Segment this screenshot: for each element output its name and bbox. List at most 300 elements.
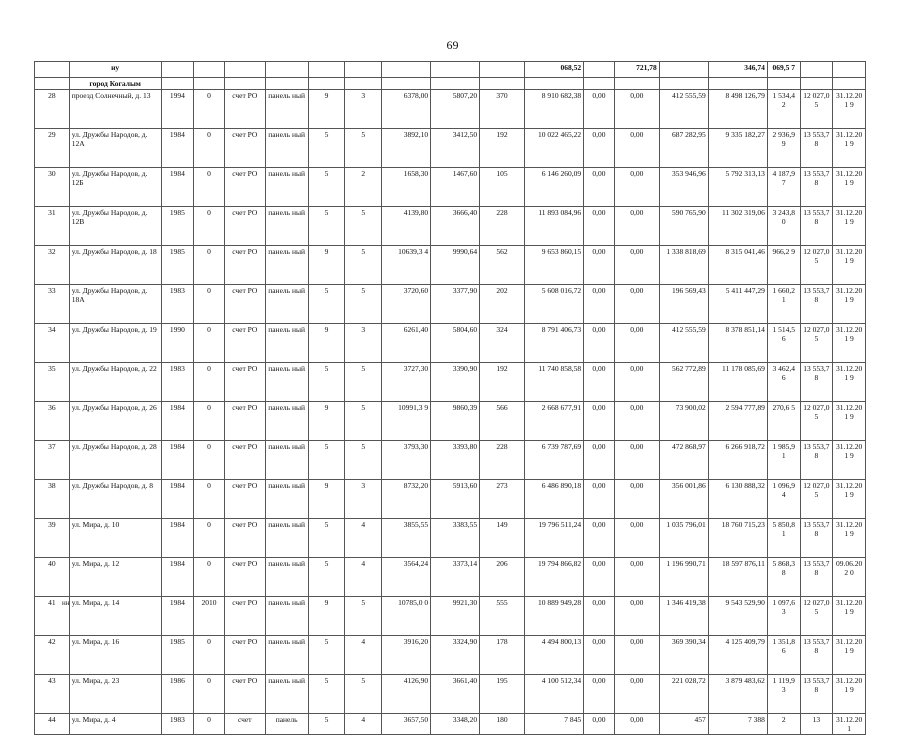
cost-zero-2-cell: 0,00 xyxy=(614,636,659,675)
unit-cost-cell: 1 534,4 2 xyxy=(767,90,800,129)
year-built-cell: 1984 xyxy=(161,129,194,168)
address-cell: ул. Мира, д. 14 xyxy=(69,597,161,636)
floors-cell: 5 xyxy=(308,558,345,597)
floors-cell: 5 xyxy=(308,207,345,246)
wall-material-cell: панель ный xyxy=(265,597,308,636)
wall-material-cell: панель ный xyxy=(265,441,308,480)
funding-source-cell: счет РО xyxy=(224,285,265,324)
cost-zero-2-cell: 0,00 xyxy=(614,441,659,480)
total-area-cell: 4126,90 xyxy=(382,675,431,714)
funding-source-cell: счет РО xyxy=(224,675,265,714)
completion-date-cell: 31.12.201 9 xyxy=(833,636,866,675)
funding-source-cell: счет РО xyxy=(224,168,265,207)
year-renovated-cell: 0 xyxy=(194,324,225,363)
living-area-cell: 9990,64 xyxy=(431,246,480,285)
wall-material-cell: панель ный xyxy=(265,558,308,597)
cost-zero-1-cell: 0,00 xyxy=(584,597,615,636)
year-renovated-cell: 0 xyxy=(194,441,225,480)
completion-date-cell: 31.12.201 9 xyxy=(833,597,866,636)
funds-1-cell: 73 900,02 xyxy=(659,402,708,441)
completion-date-cell: 31.12.201 9 xyxy=(833,168,866,207)
max-unit-cost-cell: 12 027,0 5 xyxy=(800,324,833,363)
total-cost-cell: 19 794 866,82 xyxy=(524,558,583,597)
unit-cost-cell: 1 096,9 4 xyxy=(767,480,800,519)
living-area-cell: 5804,60 xyxy=(431,324,480,363)
year-renovated-cell: 0 xyxy=(194,207,225,246)
entrances-cell: 5 xyxy=(345,129,382,168)
cost-zero-2-cell: 0,00 xyxy=(614,402,659,441)
funding-source-cell: счет РО xyxy=(224,480,265,519)
cost-zero-1-cell: 0,00 xyxy=(584,675,615,714)
living-area-cell: 3393,80 xyxy=(431,441,480,480)
row-number-cell: 37 xyxy=(35,441,70,480)
year-built-cell: 1983 xyxy=(161,714,194,735)
cost-zero-1-cell: 0,00 xyxy=(584,246,615,285)
funding-source-cell: счет РО xyxy=(224,90,265,129)
funding-source-cell: счет РО xyxy=(224,558,265,597)
city-row xyxy=(35,78,866,90)
total-cost-cell: 4 494 800,13 xyxy=(524,636,583,675)
row-number-cell: 29 xyxy=(35,129,70,168)
floors-cell: 5 xyxy=(308,636,345,675)
wall-material-cell: панель ный xyxy=(265,675,308,714)
total-cost-cell: 6 146 260,09 xyxy=(524,168,583,207)
address-cell: ул. Дружбы Народов, д. 22 xyxy=(69,363,161,402)
year-renovated-cell: 0 xyxy=(194,558,225,597)
cost-zero-1-cell: 0,00 xyxy=(584,207,615,246)
completion-date-cell: 31.12.201 9 xyxy=(833,519,866,558)
completion-date-cell: 31.12.201 9 xyxy=(833,207,866,246)
entrances-cell: 4 xyxy=(345,636,382,675)
cost-zero-1-cell: 0,00 xyxy=(584,285,615,324)
year-built-cell: 1990 xyxy=(161,324,194,363)
wall-material-cell: панель ный xyxy=(265,207,308,246)
residents-cell: 178 xyxy=(480,636,525,675)
entrances-cell: 4 xyxy=(345,558,382,597)
table-row xyxy=(35,714,866,735)
year-renovated-cell: 0 xyxy=(194,129,225,168)
table-row xyxy=(35,246,866,285)
year-renovated-cell: 0 xyxy=(194,519,225,558)
year-renovated-cell: 0 xyxy=(194,168,225,207)
residents-cell: 228 xyxy=(480,207,525,246)
max-unit-cost-cell: 13 553,7 8 xyxy=(800,207,833,246)
wall-material-cell: панель ный xyxy=(265,636,308,675)
year-renovated-cell: 0 xyxy=(194,714,225,735)
cost-zero-2-cell: 0,00 xyxy=(614,675,659,714)
row-number-cell: 39 xyxy=(35,519,70,558)
funds-1-cell: 1 346 419,38 xyxy=(659,597,708,636)
total-area-cell: 3720,60 xyxy=(382,285,431,324)
total-cost-cell: 2 668 677,91 xyxy=(524,402,583,441)
floors-cell: 5 xyxy=(308,168,345,207)
funds-2-cell: 8 498 126,79 xyxy=(708,90,767,129)
living-area-cell: 9860,39 xyxy=(431,402,480,441)
funding-source-cell: счет РО xyxy=(224,441,265,480)
floors-cell: 9 xyxy=(308,90,345,129)
wall-material-cell: панель ный xyxy=(265,285,308,324)
cost-zero-1-cell: 0,00 xyxy=(584,324,615,363)
row-number-cell: 32 xyxy=(35,246,70,285)
funds-2-cell: 8 378 851,14 xyxy=(708,324,767,363)
completion-date-cell: 31.12.201 9 xyxy=(833,480,866,519)
max-unit-cost-cell: 12 027,0 5 xyxy=(800,597,833,636)
total-cost-cell: 7 845 xyxy=(524,714,583,735)
year-built-cell: 1984 xyxy=(161,480,194,519)
max-unit-cost-cell: 13 553,7 8 xyxy=(800,636,833,675)
residents-cell: 180 xyxy=(480,714,525,735)
max-unit-cost-cell: 13 553,7 8 xyxy=(800,168,833,207)
wall-material-cell: панель ный xyxy=(265,90,308,129)
completion-date-cell: 31.12.201 9 xyxy=(833,90,866,129)
year-built-cell: 1985 xyxy=(161,636,194,675)
row-number-cell: 33 xyxy=(35,285,70,324)
residents-cell: 206 xyxy=(480,558,525,597)
row-number-cell: 35 xyxy=(35,363,70,402)
cost-zero-1-cell: 0,00 xyxy=(584,129,615,168)
header-cell: 069,5 7 xyxy=(767,62,800,78)
wall-material-cell: панель ный xyxy=(265,519,308,558)
floors-cell: 5 xyxy=(308,519,345,558)
header-cell: 346,74 xyxy=(708,62,767,78)
cost-zero-2-cell: 0,00 xyxy=(614,480,659,519)
cost-zero-2-cell: 0,00 xyxy=(614,714,659,735)
entrances-cell: 5 xyxy=(345,402,382,441)
max-unit-cost-cell: 12 027,0 5 xyxy=(800,480,833,519)
funds-2-cell: 6 130 888,32 xyxy=(708,480,767,519)
year-built-cell: 1985 xyxy=(161,246,194,285)
residents-cell: 149 xyxy=(480,519,525,558)
cost-zero-2-cell: 0,00 xyxy=(614,519,659,558)
address-cell: ул. Дружбы Народов, д. 26 xyxy=(69,402,161,441)
year-built-cell: 1983 xyxy=(161,363,194,402)
completion-date-cell: 31.12.201 9 xyxy=(833,441,866,480)
address-cell: ул. Мира, д. 4 xyxy=(69,714,161,735)
funding-source-cell: счет РО xyxy=(224,129,265,168)
cost-zero-2-cell: 0,00 xyxy=(614,285,659,324)
funds-2-cell: 11 178 085,69 xyxy=(708,363,767,402)
unit-cost-cell: 1 351,8 6 xyxy=(767,636,800,675)
housing-table xyxy=(34,61,866,735)
unit-cost-cell: 5 850,8 1 xyxy=(767,519,800,558)
cost-zero-2-cell: 0,00 xyxy=(614,90,659,129)
floors-cell: 5 xyxy=(308,363,345,402)
funds-2-cell: 18 760 715,23 xyxy=(708,519,767,558)
max-unit-cost-cell: 12 027,0 5 xyxy=(800,246,833,285)
year-renovated-cell: 0 xyxy=(194,246,225,285)
total-area-cell: 1658,30 xyxy=(382,168,431,207)
page-number: 69 xyxy=(446,38,459,52)
max-unit-cost-cell: 13 553,7 8 xyxy=(800,441,833,480)
cost-zero-1-cell: 0,00 xyxy=(584,636,615,675)
unit-cost-cell: 1 097,6 3 xyxy=(767,597,800,636)
max-unit-cost-cell: 13 553,7 8 xyxy=(800,675,833,714)
funds-2-cell: 4 125 409,79 xyxy=(708,636,767,675)
funding-source-cell: счет РО xyxy=(224,246,265,285)
unit-cost-cell: 270,6 5 xyxy=(767,402,800,441)
row-number-cell: 30 xyxy=(35,168,70,207)
funds-1-cell: 687 282,95 xyxy=(659,129,708,168)
completion-date-cell: 31.12.201 9 xyxy=(833,246,866,285)
funds-1-cell: 590 765,90 xyxy=(659,207,708,246)
address-cell: ул. Дружбы Народов, д. 12Б xyxy=(69,168,161,207)
max-unit-cost-cell: 12 027,0 5 xyxy=(800,90,833,129)
living-area-cell: 3666,40 xyxy=(431,207,480,246)
entrances-cell: 5 xyxy=(345,675,382,714)
entrances-cell: 4 xyxy=(345,519,382,558)
year-built-cell: 1984 xyxy=(161,168,194,207)
residents-cell: 324 xyxy=(480,324,525,363)
living-area-cell: 3390,90 xyxy=(431,363,480,402)
row-number-cell: 38 xyxy=(35,480,70,519)
completion-date-cell: 31.12.201 9 xyxy=(833,324,866,363)
row-number-cell: 44 xyxy=(35,714,70,735)
funds-2-cell: 6 266 918,72 xyxy=(708,441,767,480)
living-area-cell: 3373,14 xyxy=(431,558,480,597)
cost-zero-1-cell: 0,00 xyxy=(584,480,615,519)
total-area-cell: 3727,30 xyxy=(382,363,431,402)
cost-zero-1-cell: 0,00 xyxy=(584,363,615,402)
wall-material-cell: панель ный xyxy=(265,402,308,441)
footer-note: нн xyxy=(62,599,70,607)
floors-cell: 5 xyxy=(308,714,345,735)
unit-cost-cell: 2 936,9 9 xyxy=(767,129,800,168)
header-cell: 721,78 xyxy=(614,62,659,78)
year-built-cell: 1984 xyxy=(161,441,194,480)
entrances-cell: 2 xyxy=(345,168,382,207)
residents-cell: 105 xyxy=(480,168,525,207)
wall-material-cell: панель ный xyxy=(265,168,308,207)
unit-cost-cell: 1 985,9 1 xyxy=(767,441,800,480)
table-row xyxy=(35,675,866,714)
cost-zero-2-cell: 0,00 xyxy=(614,246,659,285)
address-cell: проезд Солнечный, д. 13 xyxy=(69,90,161,129)
funds-2-cell: 5 792 313,13 xyxy=(708,168,767,207)
entrances-cell: 3 xyxy=(345,480,382,519)
funds-2-cell: 8 315 041,46 xyxy=(708,246,767,285)
year-built-cell: 1984 xyxy=(161,519,194,558)
total-cost-cell: 6 739 787,69 xyxy=(524,441,583,480)
year-built-cell: 1984 xyxy=(161,597,194,636)
wall-material-cell: панель ный xyxy=(265,480,308,519)
year-built-cell: 1985 xyxy=(161,207,194,246)
total-area-cell: 10991,3 9 xyxy=(382,402,431,441)
funds-2-cell: 3 879 483,62 xyxy=(708,675,767,714)
total-cost-cell: 19 796 511,24 xyxy=(524,519,583,558)
funds-1-cell: 221 028,72 xyxy=(659,675,708,714)
max-unit-cost-cell: 13 553,7 8 xyxy=(800,285,833,324)
cost-zero-2-cell: 0,00 xyxy=(614,363,659,402)
total-area-cell: 3855,55 xyxy=(382,519,431,558)
residents-cell: 202 xyxy=(480,285,525,324)
living-area-cell: 5913,60 xyxy=(431,480,480,519)
cost-zero-1-cell: 0,00 xyxy=(584,168,615,207)
address-cell: ул. Мира, д. 16 xyxy=(69,636,161,675)
funds-1-cell: 196 569,43 xyxy=(659,285,708,324)
total-area-cell: 10785,0 0 xyxy=(382,597,431,636)
completion-date-cell: 31.12.201 9 xyxy=(833,402,866,441)
entrances-cell: 5 xyxy=(345,246,382,285)
floors-cell: 5 xyxy=(308,675,345,714)
header-cell: 068,52 xyxy=(524,62,583,78)
row-number-cell: 34 xyxy=(35,324,70,363)
funding-source-cell: счет РО xyxy=(224,207,265,246)
address-cell: ул. Дружбы Народов, д. 18А xyxy=(69,285,161,324)
year-renovated-cell: 0 xyxy=(194,636,225,675)
entrances-cell: 5 xyxy=(345,363,382,402)
year-renovated-cell: 0 xyxy=(194,285,225,324)
funds-1-cell: 1 196 990,71 xyxy=(659,558,708,597)
floors-cell: 5 xyxy=(308,441,345,480)
cost-zero-1-cell: 0,00 xyxy=(584,402,615,441)
table-row xyxy=(35,90,866,129)
table-row xyxy=(35,480,866,519)
cost-zero-2-cell: 0,00 xyxy=(614,597,659,636)
funding-source-cell: счет РО xyxy=(224,363,265,402)
cost-zero-1-cell: 0,00 xyxy=(584,714,615,735)
funds-1-cell: 356 001,86 xyxy=(659,480,708,519)
unit-cost-cell: 3 243,8 0 xyxy=(767,207,800,246)
table-row xyxy=(35,519,866,558)
living-area-cell: 3412,50 xyxy=(431,129,480,168)
total-area-cell: 10639,3 4 xyxy=(382,246,431,285)
floors-cell: 9 xyxy=(308,324,345,363)
address-cell: ул. Дружбы Народов, д. 18 xyxy=(69,246,161,285)
funds-1-cell: 412 555,59 xyxy=(659,324,708,363)
address-cell: ул. Мира, д. 12 xyxy=(69,558,161,597)
total-area-cell: 3564,24 xyxy=(382,558,431,597)
completion-date-cell: 31.12.201 9 xyxy=(833,285,866,324)
funds-1-cell: 457 xyxy=(659,714,708,735)
year-renovated-cell: 0 xyxy=(194,90,225,129)
wall-material-cell: панель ный xyxy=(265,363,308,402)
wall-material-cell: панель ный xyxy=(265,246,308,285)
row-number-cell: 42 xyxy=(35,636,70,675)
living-area-cell: 3377,90 xyxy=(431,285,480,324)
table-row xyxy=(35,636,866,675)
entrances-cell: 3 xyxy=(345,324,382,363)
funds-2-cell: 18 597 876,11 xyxy=(708,558,767,597)
row-number-cell: 40 xyxy=(35,558,70,597)
funds-1-cell: 1 035 796,01 xyxy=(659,519,708,558)
year-renovated-cell: 0 xyxy=(194,675,225,714)
total-area-cell: 3657,50 xyxy=(382,714,431,735)
total-area-cell: 6261,40 xyxy=(382,324,431,363)
table-row xyxy=(35,129,866,168)
address-cell: ул. Мира, д. 23 xyxy=(69,675,161,714)
year-built-cell: 1994 xyxy=(161,90,194,129)
residents-cell: 195 xyxy=(480,675,525,714)
address-cell: ул. Мира, д. 10 xyxy=(69,519,161,558)
table-row xyxy=(35,441,866,480)
funds-2-cell: 9 543 529,90 xyxy=(708,597,767,636)
table-row xyxy=(35,597,866,636)
cost-zero-1-cell: 0,00 xyxy=(584,519,615,558)
max-unit-cost-cell: 12 027,0 5 xyxy=(800,402,833,441)
max-unit-cost-cell: 13 553,7 8 xyxy=(800,129,833,168)
entrances-cell: 5 xyxy=(345,207,382,246)
funds-1-cell: 1 338 818,69 xyxy=(659,246,708,285)
residents-cell: 566 xyxy=(480,402,525,441)
table-row xyxy=(35,558,866,597)
unit-cost-cell: 3 462,4 6 xyxy=(767,363,800,402)
total-cost-cell: 4 100 512,34 xyxy=(524,675,583,714)
entrances-cell: 3 xyxy=(345,90,382,129)
completion-date-cell: 31.12.201 9 xyxy=(833,129,866,168)
total-cost-cell: 10 022 465,22 xyxy=(524,129,583,168)
funding-source-cell: счет xyxy=(224,714,265,735)
table-row xyxy=(35,363,866,402)
max-unit-cost-cell: 13 553,7 8 xyxy=(800,558,833,597)
living-area-cell: 5807,20 xyxy=(431,90,480,129)
cost-zero-1-cell: 0,00 xyxy=(584,441,615,480)
total-cost-cell: 10 889 949,28 xyxy=(524,597,583,636)
continuation-row xyxy=(35,62,866,78)
year-built-cell: 1983 xyxy=(161,285,194,324)
entrances-cell: 5 xyxy=(345,285,382,324)
cost-zero-1-cell: 0,00 xyxy=(584,558,615,597)
funding-source-cell: счет РО xyxy=(224,402,265,441)
funds-2-cell: 5 411 447,29 xyxy=(708,285,767,324)
row-number-cell: 41 xyxy=(35,597,70,636)
total-cost-cell: 9 653 860,15 xyxy=(524,246,583,285)
floors-cell: 9 xyxy=(308,402,345,441)
table-row xyxy=(35,324,866,363)
total-area-cell: 6378,00 xyxy=(382,90,431,129)
residents-cell: 370 xyxy=(480,90,525,129)
row-number-cell: 28 xyxy=(35,90,70,129)
max-unit-cost-cell: 13 553,7 8 xyxy=(800,519,833,558)
entrances-cell: 5 xyxy=(345,597,382,636)
cost-zero-2-cell: 0,00 xyxy=(614,168,659,207)
address-cell: ул. Дружбы Народов, д. 28 xyxy=(69,441,161,480)
cost-zero-2-cell: 0,00 xyxy=(614,129,659,168)
address-cell: ул. Дружбы Народов, д. 8 xyxy=(69,480,161,519)
wall-material-cell: панель ный xyxy=(265,129,308,168)
year-renovated-cell: 0 xyxy=(194,402,225,441)
row-number-cell: 36 xyxy=(35,402,70,441)
funds-2-cell: 2 594 777,89 xyxy=(708,402,767,441)
year-renovated-cell: 0 xyxy=(194,363,225,402)
funds-2-cell: 11 302 319,06 xyxy=(708,207,767,246)
funds-1-cell: 353 946,96 xyxy=(659,168,708,207)
total-area-cell: 8732,20 xyxy=(382,480,431,519)
living-area-cell: 3348,20 xyxy=(431,714,480,735)
address-cell: ул. Дружбы Народов, д. 19 xyxy=(69,324,161,363)
year-built-cell: 1986 xyxy=(161,675,194,714)
completion-date-cell: 31.12.201 xyxy=(833,714,866,735)
total-cost-cell: 5 608 016,72 xyxy=(524,285,583,324)
funding-source-cell: счет РО xyxy=(224,597,265,636)
cost-zero-2-cell: 0,00 xyxy=(614,558,659,597)
completion-date-cell: 31.12.201 9 xyxy=(833,363,866,402)
living-area-cell: 3383,55 xyxy=(431,519,480,558)
living-area-cell: 1467,60 xyxy=(431,168,480,207)
residents-cell: 192 xyxy=(480,363,525,402)
floors-cell: 9 xyxy=(308,246,345,285)
floors-cell: 5 xyxy=(308,285,345,324)
total-area-cell: 3793,30 xyxy=(382,441,431,480)
address-cell: ул. Дружбы Народов, д. 12А xyxy=(69,129,161,168)
completion-date-cell: 09.06.202 0 xyxy=(833,558,866,597)
cost-zero-2-cell: 0,00 xyxy=(614,324,659,363)
total-cost-cell: 8 910 682,38 xyxy=(524,90,583,129)
total-area-cell: 3892,10 xyxy=(382,129,431,168)
living-area-cell: 3324,90 xyxy=(431,636,480,675)
year-renovated-cell: 0 xyxy=(194,480,225,519)
unit-cost-cell: 4 187,9 7 xyxy=(767,168,800,207)
wall-material-cell: панель ный xyxy=(265,324,308,363)
